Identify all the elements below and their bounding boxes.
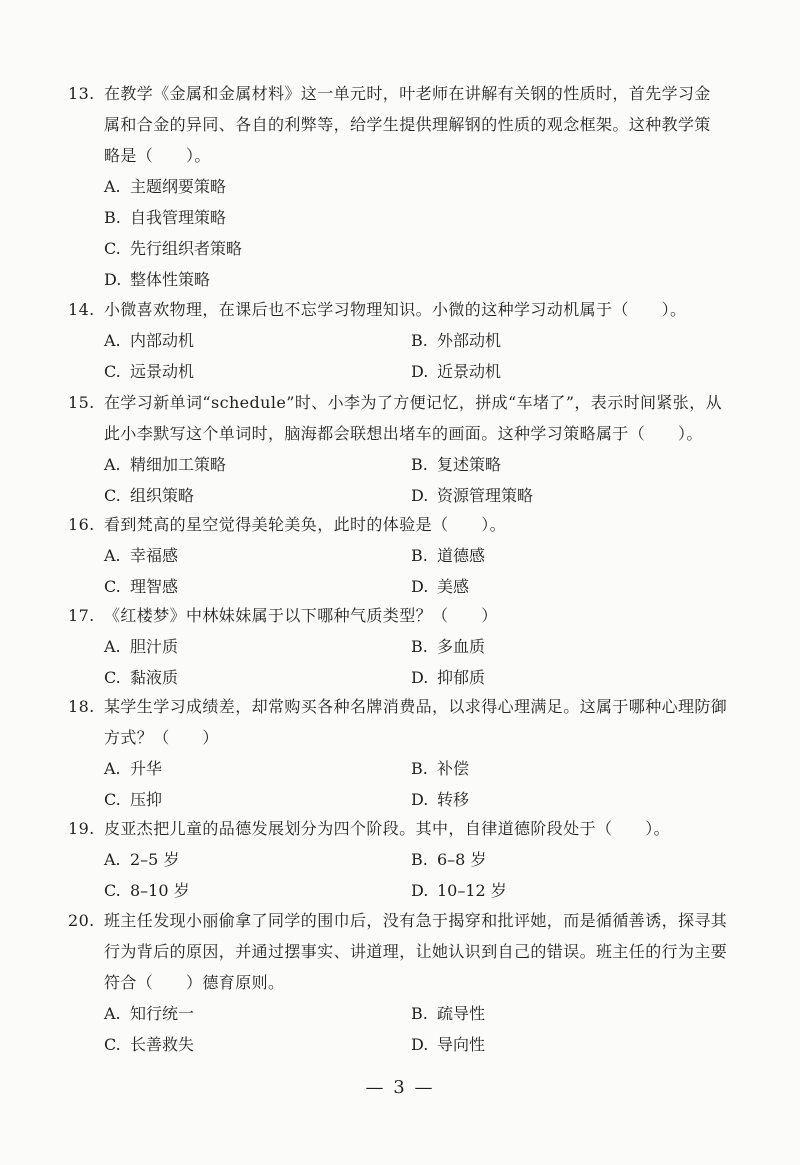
option-c[interactable]: C. 远景动机	[104, 362, 195, 381]
question-number: 19.	[68, 819, 95, 838]
page-number: — 3 —	[365, 1077, 435, 1098]
question-number: 15.	[68, 393, 95, 412]
option-d[interactable]: D. 导向性	[411, 1035, 486, 1054]
option-a[interactable]: A. 精细加工策略	[104, 455, 227, 474]
option-row	[68, 571, 748, 602]
option-b[interactable]: B. 6–8 岁	[411, 850, 487, 869]
question-16	[68, 509, 748, 602]
option-c[interactable]: C. 理智感	[104, 577, 179, 596]
question-14	[68, 294, 748, 387]
option-c[interactable]: C. 8–10 岁	[104, 881, 190, 900]
question-stem-line: 20. 班主任发现小丽偷拿了同学的围巾后，没有急于揭穿和批评她，而是循循善诱，探寻其	[68, 905, 748, 936]
option-c[interactable]: C. 压抑	[104, 790, 163, 809]
option-a[interactable]: A. 内部动机	[104, 331, 195, 350]
question-stem-line: 略是（ ）。	[104, 146, 211, 165]
question-stem-line: 符合（ ）德育原则。	[104, 973, 285, 992]
option-row	[68, 356, 748, 387]
question-19	[68, 813, 748, 906]
question-18	[68, 691, 748, 815]
question-number: 14.	[68, 300, 95, 319]
option-a[interactable]: A. 主题纲要策略	[104, 177, 227, 196]
question-stem-line: 属和合金的异同、各自的利弊等，给学生提供理解钢的性质的观念框架。这种教学策	[104, 115, 711, 134]
option-a[interactable]: A. 升华	[104, 759, 163, 778]
option-c[interactable]: C. 长善救失	[104, 1035, 195, 1054]
question-number: 17.	[68, 606, 95, 625]
option-a[interactable]: A. 幸福感	[104, 546, 179, 565]
question-15	[68, 387, 748, 511]
option-row	[68, 998, 748, 1029]
question-stem-line: 19. 皮亚杰把儿童的品德发展划分为四个阶段。其中，自律道德阶段处于（ ）。	[68, 813, 748, 844]
question-stem-line: 行为背后的原因，并通过摆事实、讲道理，让她认识到自己的错误。班主任的行为主要	[104, 942, 728, 961]
option-c[interactable]: C. 组织策略	[104, 486, 195, 505]
question-stem-line: 13. 在教学《金属和金属材料》这一单元时，叶老师在讲解有关钢的性质时，首先学习金	[68, 78, 748, 109]
option-d[interactable]: D. 抑郁质	[411, 668, 486, 687]
option-row	[68, 480, 748, 511]
question-stem-line: 15. 在学习新单词“schedule”时、小李为了方便记忆，拼成“车堵了”，表示时间紧张，从	[68, 387, 748, 418]
option-row	[68, 662, 748, 693]
option-row	[68, 171, 748, 202]
question-stem-line: 16. 看到梵高的星空觉得美轮美奂，此时的体验是（ ）。	[68, 509, 748, 540]
option-row	[68, 202, 748, 233]
option-d[interactable]: D. 资源管理策略	[411, 486, 534, 505]
option-row	[68, 449, 748, 480]
option-row	[68, 844, 748, 875]
option-row	[68, 784, 748, 815]
option-b[interactable]: B. 外部动机	[411, 331, 502, 350]
option-row	[68, 540, 748, 571]
option-a[interactable]: A. 2–5 岁	[104, 850, 180, 869]
question-20	[68, 905, 748, 1060]
question-stem-line: 方式？（ ）	[104, 728, 219, 747]
option-d[interactable]: D. 转移	[411, 790, 470, 809]
question-number: 13.	[68, 84, 95, 103]
option-row	[68, 325, 748, 356]
question-number: 16.	[68, 515, 95, 534]
option-d[interactable]: D. 10–12 岁	[411, 881, 507, 900]
option-c[interactable]: C. 先行组织者策略	[104, 239, 243, 258]
question-number: 20.	[68, 911, 95, 930]
question-stem-line: 17. 《红楼梦》中林妹妹属于以下哪种气质类型？（ ）	[68, 600, 748, 631]
option-row	[68, 753, 748, 784]
question-17	[68, 600, 748, 693]
question-13	[68, 78, 748, 295]
option-d[interactable]: D. 美感	[411, 577, 470, 596]
option-b[interactable]: B. 道德感	[411, 546, 486, 565]
option-row	[68, 1029, 748, 1060]
option-b[interactable]: B. 疏导性	[411, 1004, 486, 1023]
question-stem-line: 18. 某学生学习成绩差，却常购买各种名牌消费品，以求得心理满足。这属于哪种心理防御	[68, 691, 748, 722]
question-stem-line: 此小李默写这个单词时，脑海都会联想出堵车的画面。这种学习策略属于（ ）。	[104, 424, 703, 443]
option-row	[68, 264, 748, 295]
option-b[interactable]: B. 复述策略	[411, 455, 502, 474]
option-row	[68, 631, 748, 662]
option-d[interactable]: D. 整体性策略	[104, 270, 211, 289]
option-b[interactable]: B. 补偿	[411, 759, 470, 778]
option-c[interactable]: C. 黏液质	[104, 668, 179, 687]
option-a[interactable]: A. 知行统一	[104, 1004, 195, 1023]
option-row	[68, 875, 748, 906]
option-a[interactable]: A. 胆汁质	[104, 637, 179, 656]
option-b[interactable]: B. 多血质	[411, 637, 486, 656]
option-row	[68, 233, 748, 264]
option-d[interactable]: D. 近景动机	[411, 362, 502, 381]
question-number: 18.	[68, 697, 95, 716]
question-stem-line: 14. 小微喜欢物理，在课后也不忘学习物理知识。小微的这种学习动机属于（ ）。	[68, 294, 748, 325]
option-b[interactable]: B. 自我管理策略	[104, 208, 227, 227]
